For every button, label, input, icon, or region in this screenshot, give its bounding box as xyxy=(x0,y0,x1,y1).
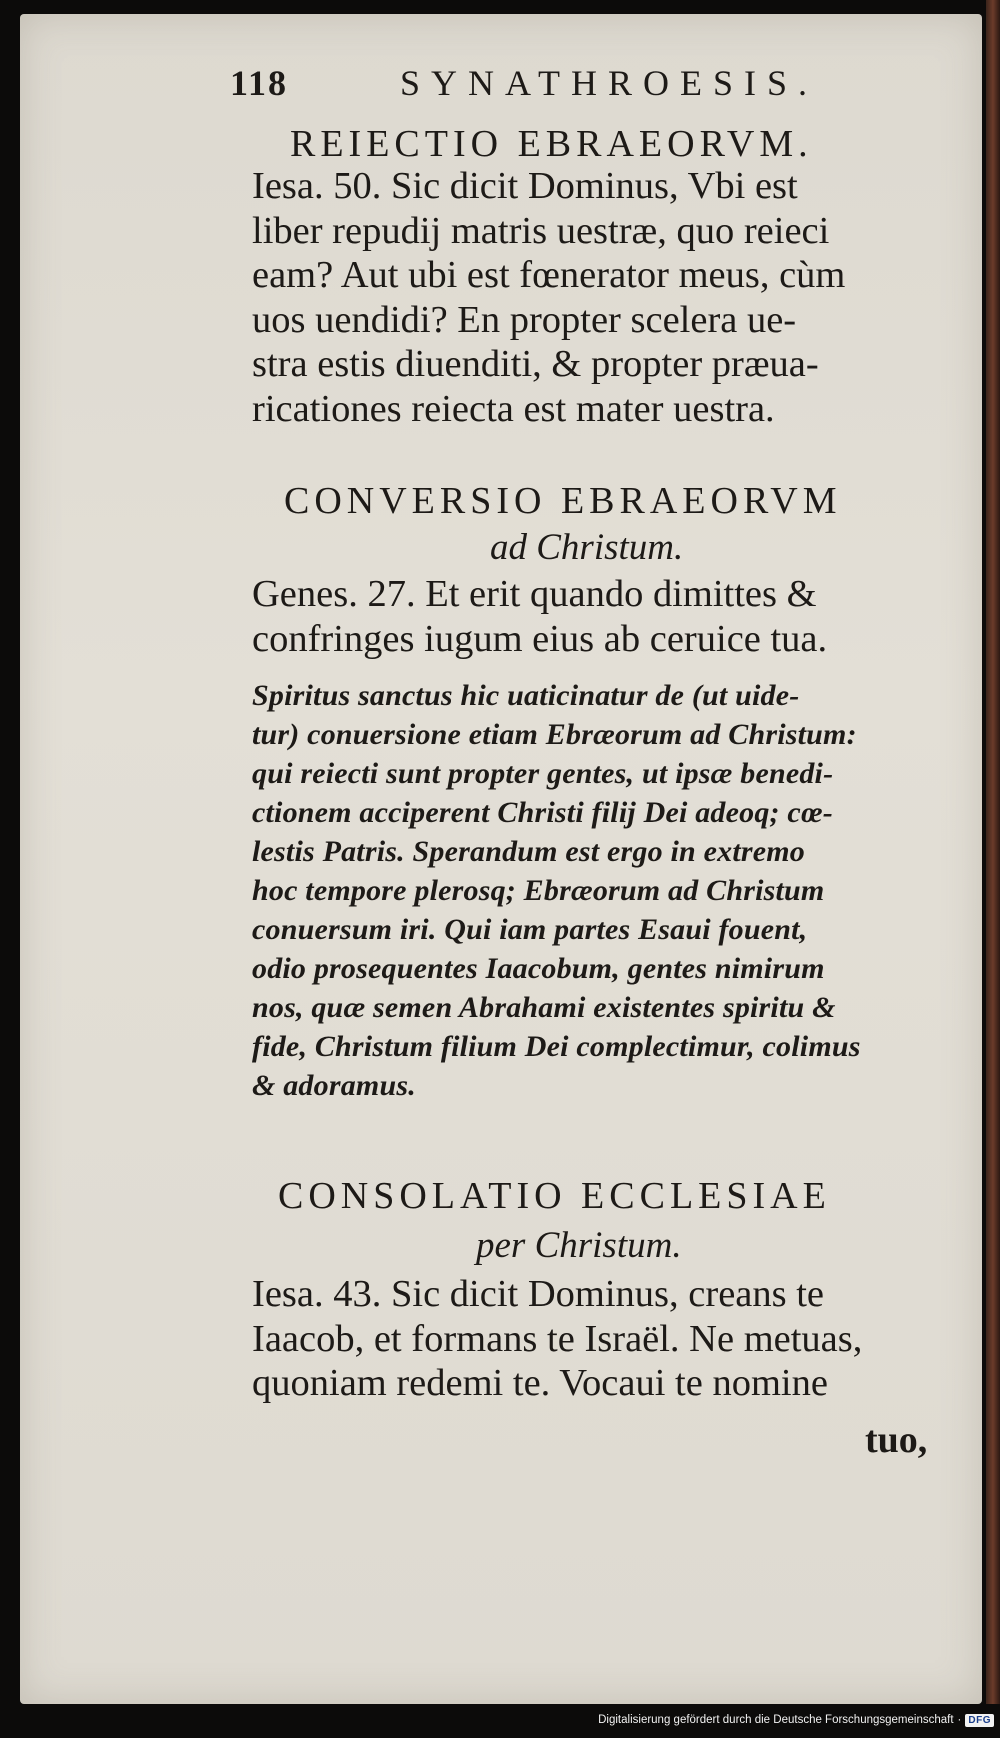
text-line: Genes. 27. Et erit quando dimittes & xyxy=(252,573,817,615)
running-title: SYNATHROESIS. xyxy=(400,63,819,103)
text-line: liber repudij matris uestræ, quo reieci xyxy=(252,209,830,252)
catchword: tuo, xyxy=(865,1419,928,1461)
text-line: confringes iugum eius ab ceruice tua. xyxy=(252,617,828,660)
footer-credit-text: Digitalisierung gefördert durch die Deutsche Forschungsgemeinschaft xyxy=(598,1714,954,1726)
dfg-logo-icon: DFG xyxy=(965,1714,994,1727)
text-line: fide, Christum filium Dei complectimur, colimus xyxy=(252,1030,861,1063)
text-line: ctionem acciperent Christi filij Dei adeoq; cœ- xyxy=(252,796,833,829)
text-line: Spiritus sanctus hic uaticinatur de (ut uide- xyxy=(252,679,800,712)
commentary-paragraph xyxy=(252,676,952,1105)
text-line: ricationes reiecta est mater uestra. xyxy=(252,387,775,430)
text-line: uos uendidi? En propter scelera ue- xyxy=(252,298,797,341)
page-number: 118 xyxy=(230,63,289,103)
text-line: stra estis diuenditi, & propter præua- xyxy=(252,343,819,385)
section-heading-reiectio: REIECTIO EBRAEORVM. xyxy=(290,123,813,165)
text-line: qui reiecti sunt propter gentes, ut ipsæ benedi- xyxy=(252,757,834,790)
section-body-consolatio xyxy=(252,1272,952,1406)
section-heading-conversio: CONVERSIO EBRAEORVM xyxy=(284,480,842,522)
section-body-conversio xyxy=(252,572,952,661)
text-line: Iesa. 43. Sic dicit Dominus, creans te xyxy=(252,1273,825,1315)
text-line: eam? Aut ubi est fœnerator meus, cùm xyxy=(252,254,846,296)
section-heading-consolatio: CONSOLATIO ECCLESIAE xyxy=(278,1175,831,1217)
book-page xyxy=(20,14,982,1704)
text-line: lestis Patris. Sperandum est ergo in extremo xyxy=(252,835,806,868)
text-line: tur) conuersione etiam Ebræorum ad Christum: xyxy=(252,718,857,751)
text-line: quoniam redemi te. Vocaui te nomine xyxy=(252,1362,828,1404)
running-header xyxy=(230,62,930,112)
book-edge xyxy=(986,0,1000,1704)
text-line: hoc tempore plerosq; Ebræorum ad Christum xyxy=(252,874,825,907)
digitization-footer: Digitalisierung gefördert durch die Deutsche Forschungsgemeinschaft · DFG xyxy=(598,1710,994,1730)
section-subheading-consolatio: per Christum. xyxy=(476,1225,682,1266)
text-line: & adoramus. xyxy=(252,1069,416,1102)
text-line: Iesa. 50. Sic dicit Dominus, Vbi est xyxy=(252,165,798,207)
section-subheading-conversio: ad Christum. xyxy=(490,527,684,568)
section-body-reiectio xyxy=(252,164,952,431)
text-line: Iaacob, et formans te Israël. Ne metuas, xyxy=(252,1317,863,1360)
text-line: odio prosequentes Iaacobum, gentes nimirum xyxy=(252,952,825,985)
text-line: conuersum iri. Qui iam partes Esaui fouent, xyxy=(252,913,808,946)
text-line: nos, quæ semen Abrahami existentes spiritu & xyxy=(252,991,836,1024)
